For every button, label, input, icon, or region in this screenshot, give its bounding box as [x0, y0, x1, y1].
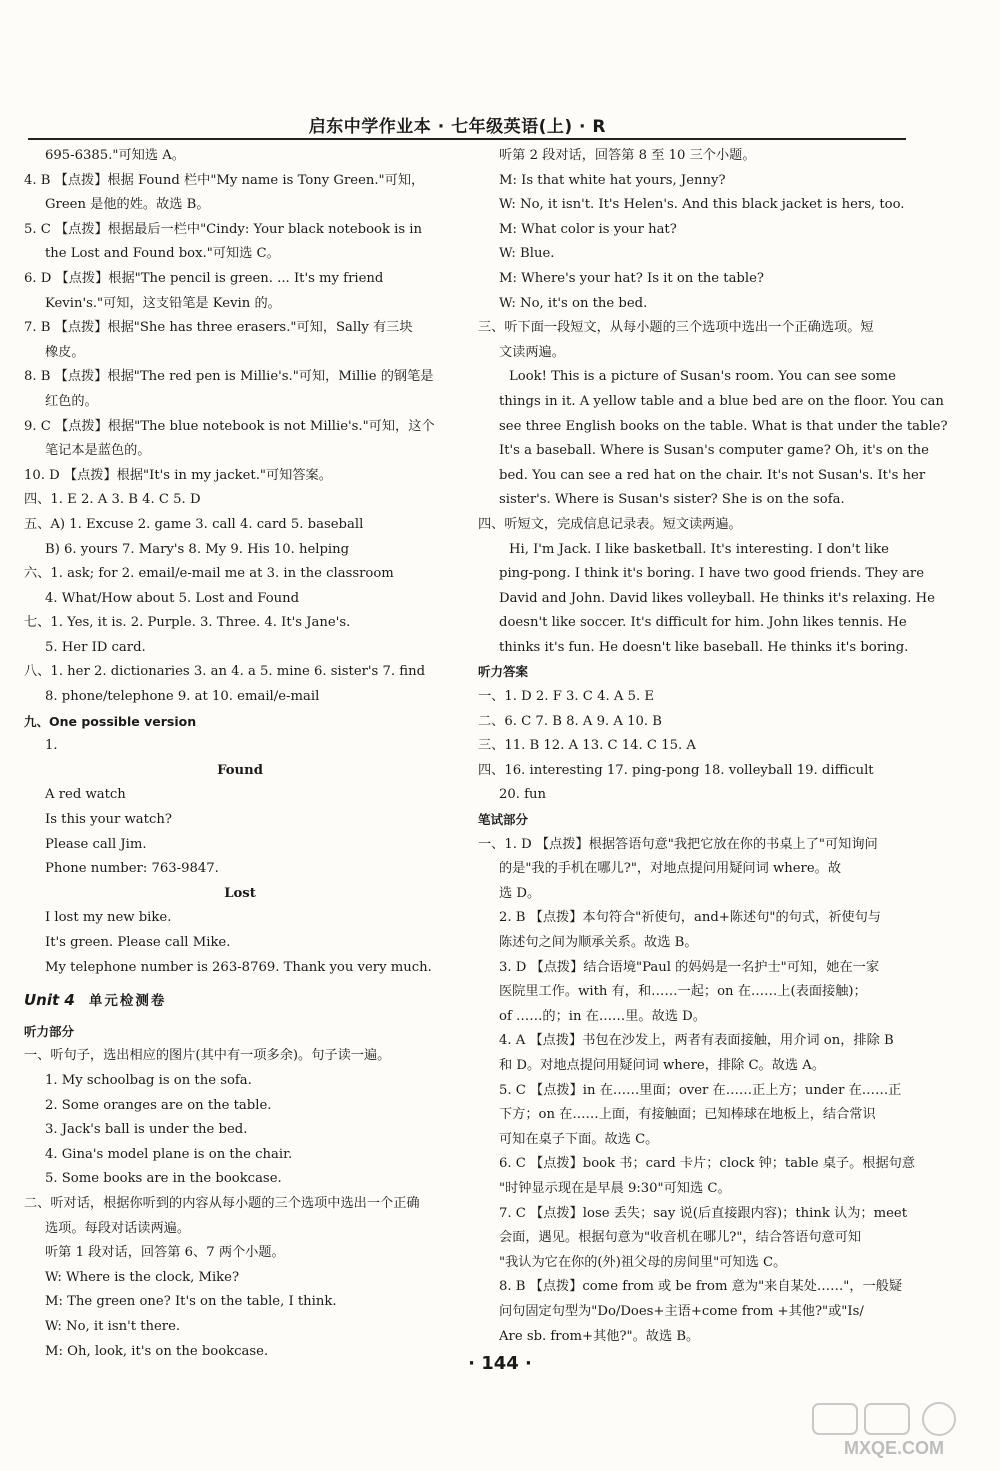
left-unit4-line: 4. Gina's model plane is on the chair.	[45, 1146, 293, 1162]
left-line: Lost	[224, 885, 256, 901]
left-line: Green 是他的姓。故选 B。	[45, 197, 210, 213]
left-line: Is this your watch?	[45, 812, 172, 828]
left-unit4-line: 二、听对话，根据你听到的内容从每小题的三个选项中选出一个正确	[24, 1195, 420, 1211]
left-unit4-line: 听力部分	[24, 1023, 75, 1039]
right-line: 4. A 【点拨】书包在沙发上，两者有表面接触，用介词 on，排除 B	[499, 1033, 894, 1049]
left-line: 红色的。	[45, 393, 98, 409]
left-line: 5. C 【点拨】根据最后一栏中"Cindy: Your black notebook is in	[24, 221, 423, 237]
left-line: 九、One possible version	[24, 713, 197, 729]
right-line: "我认为它在你的(外)祖父母的房间里"可知选 C。	[499, 1254, 787, 1270]
left-column	[24, 144, 456, 1364]
left-line: 八、1. her 2. dictionaries 3. an 4. a 5. mine 6. sister's 7. find	[24, 664, 426, 680]
left-line: 4. B 【点拨】根据 Found 栏中"My name is Tony Green."可知，	[24, 172, 425, 188]
left-line: Please call Jim.	[45, 836, 147, 852]
left-unit4-line: 3. Jack's ball is under the bed.	[45, 1122, 248, 1138]
right-line: W: Blue.	[499, 246, 555, 262]
unit-subtitle: 单元检测卷	[88, 993, 167, 1010]
left-line: 四、1. E 2. A 3. B 4. C 5. D	[24, 492, 201, 508]
right-line: 医院里工作。with 有，和……一起；on 在……上(表面接触)；	[499, 984, 867, 1000]
right-line: 的是"我的手机在哪儿?"，对地点提问用疑问词 where。故	[499, 861, 842, 877]
left-line: 8. B 【点拨】根据"The red pen is Millie's."可知，Millie 的钢笔是	[24, 369, 434, 385]
right-line: things in it. A yellow table and a blue bed are on the floor. You can	[499, 393, 944, 409]
right-line: Hi, I'm Jack. I like basketball. It's interesting. I don't like	[509, 541, 889, 557]
left-line: 五、A) 1. Excuse 2. game 3. call 4. card 5. baseball	[24, 516, 364, 532]
right-line: 一、1. D 【点拨】根据答语句意"我把它放在你的书桌上了"可知询问	[478, 836, 878, 852]
header-title: 启东中学作业本 · 七年级英语(上) · R	[308, 117, 606, 137]
right-line: doesn't like soccer. It's difficult for him. John likes tennis. He	[499, 615, 907, 631]
left-line: 695-6385."可知选 A。	[45, 148, 185, 163]
right-line: of ……的；in 在……里。故选 D。	[499, 1008, 706, 1024]
right-line: It's a baseball. Where is Susan's computer game? Oh, it's on the	[499, 443, 929, 459]
right-line: 可知在桌子下面。故选 C。	[499, 1131, 659, 1147]
right-line: 8. B 【点拨】come from 或 be from 意为"来自某处……"，一般疑	[499, 1279, 903, 1295]
right-line: 文读两遍。	[499, 344, 565, 360]
left-line: 1.	[45, 738, 58, 754]
right-line: M: Where's your hat? Is it on the table?	[499, 270, 764, 286]
right-line: M: Is that white hat yours, Jenny?	[499, 172, 726, 188]
right-line: 笔试部分	[478, 812, 529, 828]
right-line: 陈述句之间为顺承关系。故选 B。	[499, 935, 698, 950]
left-line: 4. What/How about 5. Lost and Found	[45, 590, 300, 606]
left-line: It's green. Please call Mike.	[45, 935, 231, 950]
right-line: see three English books on the table. What is that under the table?	[499, 418, 948, 434]
left-line: My telephone number is 263-8769. Thank you very much.	[45, 959, 432, 975]
left-unit4-line: W: No, it isn't there.	[45, 1318, 181, 1334]
left-unit4-line: 2. Some oranges are on the table.	[45, 1097, 272, 1113]
right-line: 20. fun	[499, 787, 547, 803]
unit-heading	[24, 988, 456, 1014]
left-line: 七、1. Yes, it is. 2. Purple. 3. Three. 4. It's Jane's.	[24, 615, 351, 631]
left-line: 5. Her ID card.	[45, 639, 146, 655]
left-line: A red watch	[45, 787, 126, 803]
left-unit4-line: 选项。每段对话读两遍。	[45, 1220, 191, 1236]
right-line: sister's. Where is Susan's sister? She is on the sofa.	[499, 492, 845, 508]
right-line: 下方；on 在……上面，有接触面；已知棒球在地板上，结合常识	[499, 1107, 876, 1123]
right-line: thinks it's fun. He doesn't like baseball. He thinks it's boring.	[499, 639, 909, 655]
svg-text:MXQE.COM: MXQE.COM	[843, 1438, 945, 1458]
right-line: 7. C 【点拨】lose 丢失；say 说(后直接跟内容)；think 认为；meet	[499, 1205, 908, 1221]
left-unit4-line: W: Where is the clock, Mike?	[45, 1269, 240, 1285]
left-unit4-line: 听第 1 段对话，回答第 6、7 两个小题。	[45, 1245, 285, 1261]
right-line: 二、6. C 7. B 8. A 9. A 10. B	[478, 713, 662, 729]
right-line: 5. C 【点拨】in 在……里面；over 在……正上方；under 在……正	[499, 1082, 902, 1098]
left-line: the Lost and Found box."可知选 C。	[45, 246, 280, 262]
right-line: 选 D。	[499, 885, 541, 901]
left-line: 9. C 【点拨】根据"The blue notebook is not Millie's."可知，这个	[24, 418, 435, 434]
left-unit4-line: 1. My schoolbag is on the sofa.	[45, 1072, 252, 1088]
right-line: 三、11. B 12. A 13. C 14. C 15. A	[478, 738, 696, 754]
right-line: 一、1. D 2. F 3. C 4. A 5. E	[478, 689, 654, 705]
left-line: Found	[217, 762, 263, 778]
right-line: 会面，遇见。根据句意为"收音机在哪儿?"，结合答语句意可知	[499, 1230, 862, 1246]
right-line: W: No, it's on the bed.	[499, 295, 648, 311]
right-line: 6. C 【点拨】book 书；card 卡片；clock 钟；table 桌子。根据句意	[499, 1156, 916, 1172]
right-line: "时钟显示现在是早晨 9:30"可知选 C。	[499, 1180, 731, 1196]
left-line: 10. D 【点拨】根据"It's in my jacket."可知答案。	[24, 467, 332, 483]
left-line: I lost my new bike.	[45, 910, 172, 926]
right-line: M: What color is your hat?	[499, 221, 677, 237]
left-line: 7. B 【点拨】根据"She has three erasers."可知，Sally 有三块	[24, 320, 413, 336]
right-line: W: No, it isn't. It's Helen's. And this black jacket is hers, too.	[499, 197, 905, 213]
right-line: Look! This is a picture of Susan's room. You can see some	[509, 369, 896, 385]
right-line: 问句固定句型为"Do/Does+主语+come from +其他?"或"Is/	[499, 1303, 864, 1319]
right-column	[478, 144, 948, 1349]
right-line: 听力答案	[478, 664, 529, 680]
left-unit4-line: M: Oh, look, it's on the bookcase.	[45, 1343, 269, 1359]
left-line: 6. D 【点拨】根据"The pencil is green. ... It's my friend	[24, 270, 384, 286]
right-line: 2. B 【点拨】本句符合"祈使句，and+陈述句"的句式，祈使句与	[499, 910, 881, 926]
left-unit4-line: 一、听句子，选出相应的图片(其中有一项多余)。句子读一遍。	[24, 1048, 391, 1064]
left-line: B) 6. yours 7. Mary's 8. My 9. His 10. helping	[45, 541, 350, 557]
right-line: bed. You can see a red hat on the chair. It's not Susan's. It's her	[499, 467, 926, 483]
right-line: 三、听下面一段短文，从每小题的三个选项中选出一个正确选项。短	[478, 320, 874, 336]
unit-label: Unit 4	[24, 991, 75, 1010]
right-line: 和 D。对地点提问用疑问词 where，排除 C。故选 A。	[499, 1057, 826, 1073]
left-line: Phone number: 763-9847.	[45, 861, 219, 877]
right-line: 四、听短文，完成信息记录表。短文读两遍。	[478, 516, 742, 532]
page-header	[28, 108, 906, 140]
right-line: ping-pong. I think it's boring. I have two good friends. They are	[499, 566, 925, 582]
left-line: 笔记本是蓝色的。	[45, 443, 151, 459]
page-number: · 144 ·	[468, 1353, 532, 1374]
watermark-logo	[807, 1400, 982, 1460]
left-line: Kevin's."可知，这支铅笔是 Kevin 的。	[45, 295, 281, 311]
right-line: 3. D 【点拨】结合语境"Paul 的妈妈是一名护士"可知，她在一家	[499, 959, 880, 975]
right-line: 听第 2 段对话，回答第 8 至 10 三个小题。	[499, 148, 756, 163]
left-unit4-line: M: The green one? It's on the table, I think.	[45, 1294, 337, 1310]
left-line: 8. phone/telephone 9. at 10. email/e-mail	[45, 689, 320, 705]
right-line: David and John. David likes volleyball. He thinks it's relaxing. He	[499, 590, 935, 606]
left-line: 六、1. ask; for 2. email/e-mail me at 3. in the classroom	[24, 566, 394, 582]
left-line: 橡皮。	[45, 344, 85, 360]
left-unit4-line: 5. Some books are in the bookcase.	[45, 1171, 282, 1187]
right-line: Are sb. from+其他?"。故选 B。	[499, 1328, 700, 1344]
right-line: 四、16. interesting 17. ping-pong 18. volleyball 19. difficult	[478, 762, 874, 778]
